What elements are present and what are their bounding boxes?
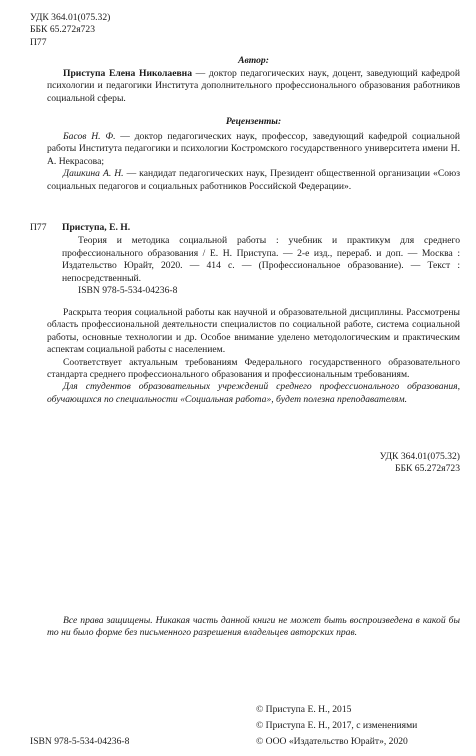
reviewer-item: [47, 168, 460, 193]
copyright-line: © ООО «Издательство Юрайт», 2020: [256, 736, 408, 747]
author-name: Приступа Елена Николаевна: [63, 68, 192, 79]
reviewers-heading: Рецензенты:: [225, 116, 282, 127]
reviewer-name: Басов Н. Ф.: [63, 131, 116, 142]
annotation-paragraph: Раскрыта теория социальной работы как научной и образовательной дисциплины. Рассмотрены область профессиональной деятельности специалистов по социальной работе, система социальной работы, основные технологии и др. Особое внимание уделено методологическим и практическим аспектам социальной работы с населением.: [47, 307, 460, 356]
annotation-paragraph: Соответствует актуальным требованиям Федерального государственного образовательного стандарта среднего профессионального образования и профессиональным требованиям.: [47, 356, 460, 381]
annotation: [47, 307, 460, 406]
author-heading: Автор:: [238, 55, 269, 66]
udk-code: УДК 364.01(075.32): [30, 12, 111, 23]
author-description: — доктор педагогических наук, доцент, заведующий кафедрой психологии и педагогики Института дополнительного профессионального образования работников социальной сферы.: [47, 68, 460, 104]
classification-codes: [30, 12, 110, 49]
reviewer-description: — кандидат педагогических наук, Президент общественной организации «Союз социальных педагогов и социальных работников Российской Федерации».: [47, 168, 460, 192]
author-paragraph: [47, 68, 460, 105]
biblio-author-mark: П77: [30, 222, 47, 233]
biblio-description: Теория и методика социальной работы : учебник и практикум для среднего профессионального образования / Е. Н. Приступа. — 2-е изд., перераб. и доп. — Москва : Издательство Юрайт, 2020. — 414 с. — (Профессиональное образование). — Текст : непосредственный.: [62, 235, 460, 284]
author-mark: П77: [30, 36, 47, 48]
biblio-isbn: ISBN 978-5-534-04236-8: [78, 285, 178, 297]
bibliographic-record: [62, 222, 460, 297]
reviewer-name: Дашкина А. Н.: [63, 168, 124, 180]
biblio-main-author: Приступа, Е. Н.: [62, 222, 131, 233]
annotation-audience: Для студентов образовательных учреждений среднего профессионального образования, обучающихся по специальности «Социальная работа», будет полезна преподавателям.: [47, 381, 460, 405]
footer-isbn: ISBN 978-5-534-04236-8: [30, 736, 130, 747]
bbk-code: ББК 65.272я723: [30, 24, 96, 36]
classification-codes-right: [380, 451, 460, 476]
copyright-list: [256, 704, 417, 752]
udk-code: УДК 364.01(075.32): [379, 451, 460, 462]
reviewers-section: [47, 116, 460, 193]
reviewer-description: — доктор педагогических наук, профессор, заведующий кафедрой социальной работы Института педагогики и психологии Костромского государственного университета имени Н. А. Некрасова;: [47, 131, 460, 167]
copyright-line: © Приступа Е. Н., 2015: [256, 704, 352, 715]
author-section: [47, 55, 460, 105]
copyright-line: © Приступа Е. Н., 2017, с изменениями: [256, 720, 418, 731]
bbk-code: ББК 65.272я723: [394, 463, 460, 475]
rights-notice: Все права защищены. Никакая часть данной книги не может быть воспроизведена в какой бы то ни было форме без письменного разрешения владельцев авторских прав.: [47, 615, 460, 639]
reviewer-item: [47, 131, 460, 168]
